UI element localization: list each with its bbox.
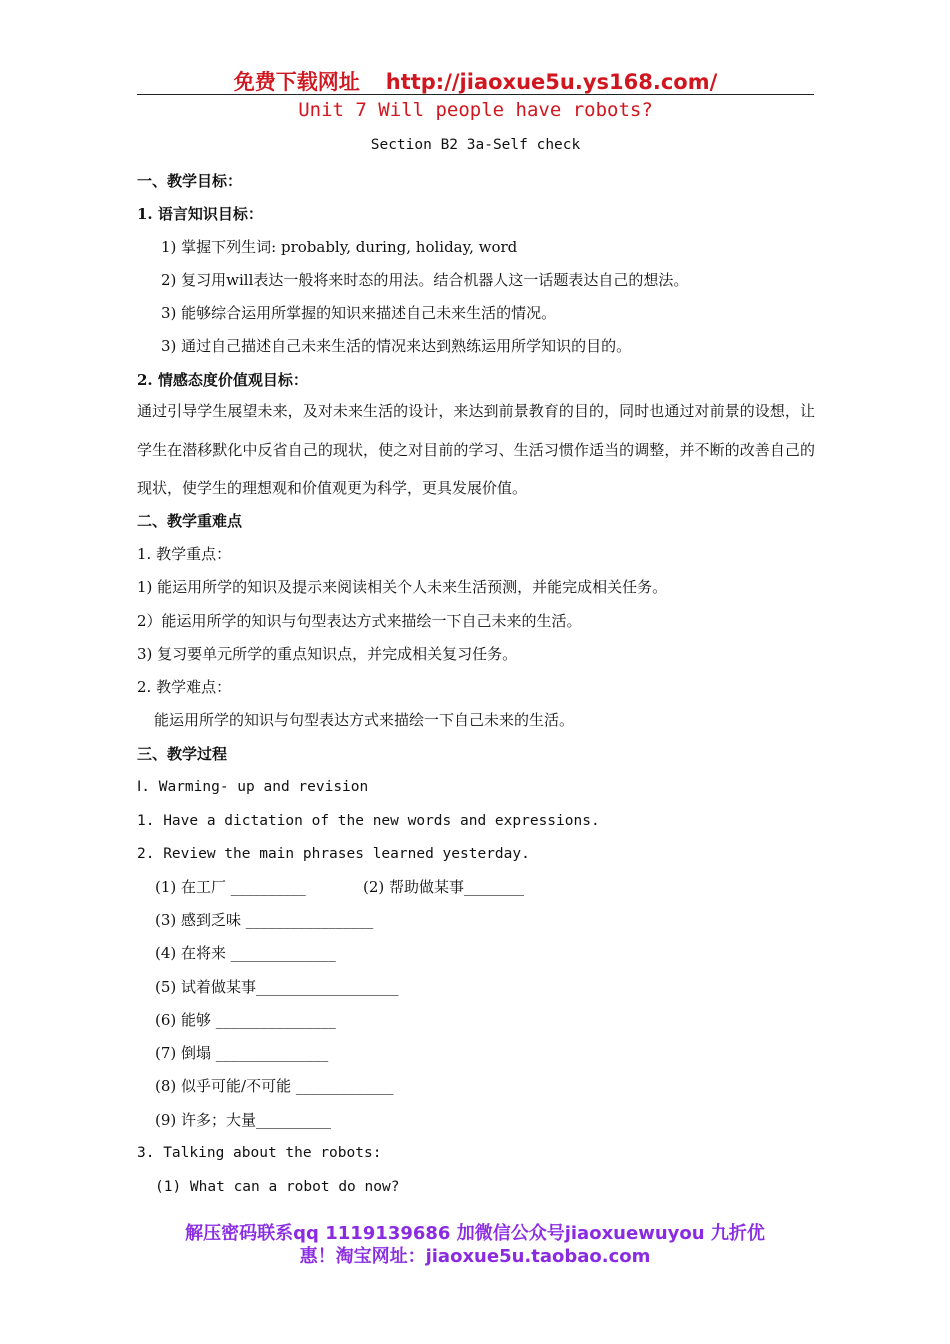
part1-heading: Ⅰ. Warming- up and revision [137, 779, 369, 795]
objective-item-2: 2) 复习用will表达一般将来时态的用法。结合机器人这一话题表达自己的想法。 [161, 271, 689, 289]
section-subtitle: Section B2 3a-Self check [370, 137, 581, 153]
subheading-key-points: 1. 教学重点： [137, 545, 232, 563]
phrase-blank-1: (1) 在工厂 __________ [155, 878, 306, 896]
phrase-blank-9: (9) 许多；大量__________ [155, 1111, 332, 1129]
phrase-blank-8: (8) 似乎可能/不可能 _____________ [155, 1077, 394, 1095]
objective-item-1: 1) 掌握下列生词: probably, during, holiday, word [161, 238, 518, 256]
key-point-item-1: 1) 能运用所学的知识及提示来阅读相关个人未来生活预测，并能完成相关任务。 [137, 578, 668, 596]
download-header [137, 66, 814, 96]
phrase-blank-7: (7) 倒塌 _______________ [155, 1044, 329, 1062]
objective-item-4: 3) 通过自己描述自己未来生活的情况来达到熟练运用所学知识的目的。 [161, 337, 632, 355]
key-point-item-3: 3) 复习要单元所学的重点知识点，并完成相关复习任务。 [137, 645, 518, 663]
section-heading-objectives: 一、教学目标： [137, 172, 243, 190]
key-point-item-2: 2）能运用所学的知识与句型表达方式来描绘一下自己未来的生活。 [137, 612, 582, 630]
phrase-blank-4: (4) 在将来 ______________ [155, 944, 336, 962]
header-site-url[interactable]: http://jiaoxue5u.ys168.com/ [385, 70, 718, 94]
footer-contact-line: 解压密码联系qq 1119139686 加微信公众号jiaoxuewuyou 九折优 [185, 1223, 765, 1244]
process-item-3: 3. Talking about the robots: [137, 1145, 382, 1161]
process-item-1: 1. Have a dictation of the new words and expressions. [137, 813, 600, 829]
header-site-label: 免费下载网址 [233, 70, 360, 94]
phrase-blank-5: (5) 试着做某事___________________ [155, 978, 399, 996]
subheading-difficulties: 2. 教学难点： [137, 678, 232, 696]
subheading-language-knowledge: 1. 语言知识目标： [137, 205, 263, 223]
section-heading-key-points: 二、教学重难点 [137, 512, 243, 530]
footer-shop-line[interactable]: 惠！淘宝网址：jiaoxue5u.taobao.com [299, 1246, 651, 1267]
process-item-3-sub: (1) What can a robot do now? [155, 1179, 400, 1195]
phrase-blank-3: (3) 感到乏味 _________________ [155, 911, 374, 929]
process-item-2: 2. Review the main phrases learned yesterday. [137, 846, 530, 862]
difficulty-text: 能运用所学的知识与句型表达方式来描绘一下自己未来的生活。 [154, 711, 575, 729]
phrase-blank-2: (2) 帮助做某事________ [363, 878, 525, 896]
unit-title: Unit 7 Will people have robots? [298, 99, 653, 121]
header-divider [137, 94, 814, 95]
phrase-blank-6: (6) 能够 ________________ [155, 1011, 336, 1029]
section-heading-process: 三、教学过程 [137, 745, 228, 763]
values-paragraph: 通过引导学生展望未来，及对未来生活的设计，来达到前景教育的目的，同时也通过对前景的设想，让学生在潜移默化中反省自己的现状，使之对目前的学习、生活习惯作适当的调整，并不断的改善自己的现状，使学生的理想观和价值观更为科学，更具发展价值。 [137, 402, 815, 497]
objective-item-3: 3) 能够综合运用所掌握的知识来描述自己未来生活的情况。 [161, 304, 557, 322]
subheading-emotion-values: 2. 情感态度价值观目标： [137, 371, 308, 389]
